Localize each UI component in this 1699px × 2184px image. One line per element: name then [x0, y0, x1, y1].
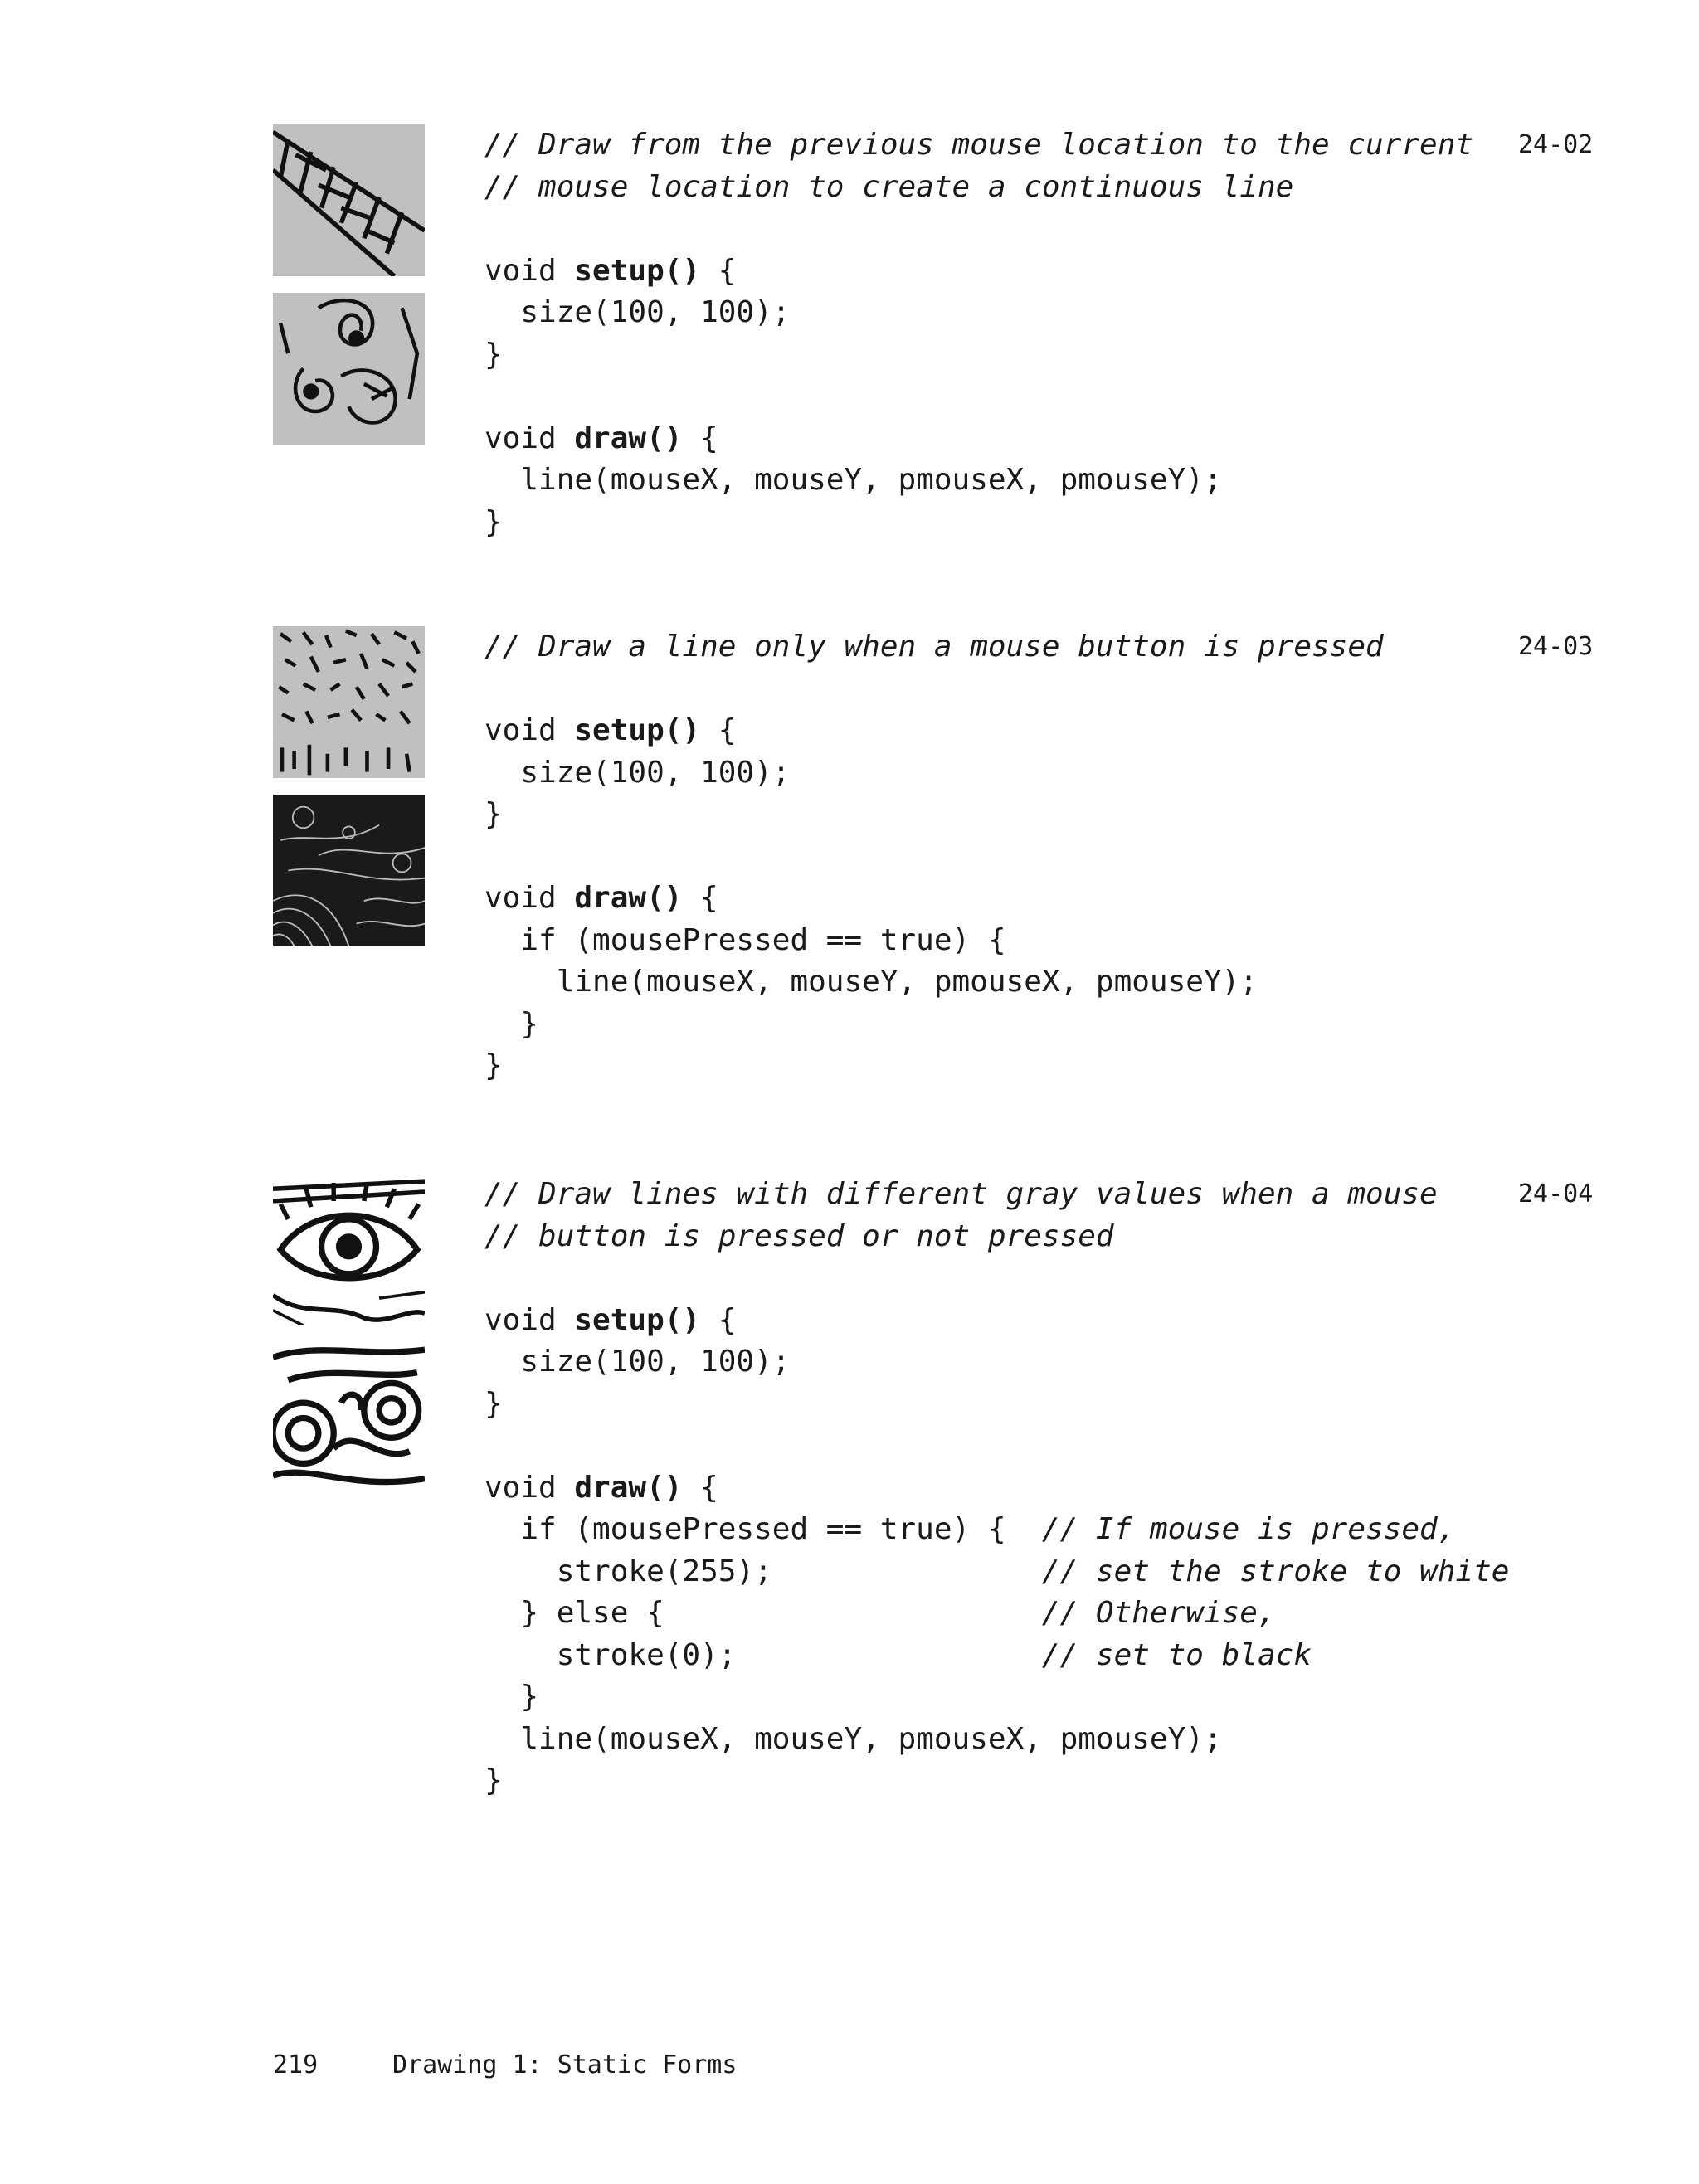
code-text: } else { — [484, 1596, 1042, 1630]
code-line — [484, 1719, 1509, 1761]
code-line — [484, 1004, 1384, 1046]
code-line — [484, 1676, 1509, 1719]
code-comment: // mouse location to create a continuous line — [484, 169, 1294, 204]
code-line — [484, 626, 1384, 669]
code-comment: // Otherwise, — [1041, 1596, 1276, 1630]
code-listing — [484, 1174, 1509, 1802]
page-number: 219 — [273, 2050, 319, 2079]
function-name: draw() — [574, 1470, 683, 1505]
example-number: 24-04 — [1518, 1180, 1594, 1209]
example-number: 24-03 — [1518, 632, 1594, 661]
page-footer — [273, 2049, 737, 2082]
pixel-scribble-sketch-icon — [273, 293, 425, 445]
code-text: line(mouseX, mouseY, pmouseX, pmouseY); — [484, 965, 1258, 999]
code-keyword: void — [484, 253, 575, 288]
code-text: { — [700, 253, 737, 288]
code-text: { — [700, 1302, 737, 1337]
code-line — [484, 1257, 1509, 1300]
code-keyword: void — [484, 1470, 575, 1505]
function-name: draw() — [574, 881, 683, 915]
function-name: setup() — [574, 253, 701, 288]
code-line — [484, 334, 1473, 377]
code-line — [484, 167, 1473, 209]
code-text: } — [484, 1763, 503, 1797]
code-line — [484, 418, 1473, 460]
code-comment: // If mouse is pressed, — [1041, 1512, 1456, 1546]
code-listing — [484, 626, 1384, 1087]
example-thumbnails — [273, 124, 425, 461]
code-line — [484, 1425, 1509, 1467]
code-comment: // set to black — [1041, 1637, 1312, 1672]
code-text: } — [484, 1048, 503, 1082]
code-line — [484, 376, 1473, 418]
code-comment: // button is pressed or not pressed — [484, 1218, 1114, 1253]
code-text: size(100, 100); — [484, 295, 791, 329]
code-text: stroke(255); — [484, 1554, 1042, 1588]
code-comment: // set the stroke to white — [1041, 1554, 1510, 1588]
function-name: setup() — [574, 713, 701, 747]
code-text: } — [484, 1006, 539, 1041]
code-line — [484, 1174, 1509, 1216]
code-line — [484, 1593, 1509, 1635]
code-text: stroke(0); — [484, 1637, 1042, 1672]
code-listing — [484, 124, 1473, 543]
code-text: if (mousePressed == true) { — [484, 1512, 1042, 1546]
code-text: size(100, 100); — [484, 755, 791, 790]
code-line — [484, 1300, 1509, 1342]
code-text: } — [484, 337, 503, 372]
pixel-ladder-sketch-icon — [273, 124, 425, 276]
code-text: { — [700, 713, 737, 747]
code-line — [484, 251, 1473, 293]
code-line — [484, 878, 1384, 920]
code-line — [484, 1341, 1509, 1384]
code-text: { — [682, 421, 718, 455]
code-line — [484, 1760, 1509, 1802]
code-line — [484, 1551, 1509, 1593]
code-line — [484, 292, 1473, 334]
swirl-drawing-icon — [273, 1342, 425, 1494]
section-title: Drawing 1: Static Forms — [392, 2050, 738, 2079]
code-text: } — [484, 1386, 503, 1421]
code-keyword: void — [484, 1302, 575, 1337]
code-keyword: void — [484, 713, 575, 747]
code-line — [484, 794, 1384, 836]
code-keyword: void — [484, 881, 575, 915]
code-line — [484, 752, 1384, 795]
code-comment: // Draw lines with different gray values when a mouse — [484, 1177, 1438, 1211]
code-line — [484, 1045, 1384, 1087]
code-line — [484, 502, 1473, 544]
code-line — [484, 710, 1384, 752]
code-line — [484, 1467, 1509, 1510]
code-line — [484, 961, 1384, 1004]
code-text: line(mouseX, mouseY, pmouseX, pmouseY); — [484, 463, 1222, 497]
code-line — [484, 920, 1384, 962]
code-text: } — [484, 504, 503, 539]
code-text: line(mouseX, mouseY, pmouseX, pmouseY); — [484, 1721, 1222, 1756]
code-line — [484, 1216, 1509, 1258]
code-line — [484, 1509, 1509, 1551]
eye-drawing-icon — [273, 1174, 425, 1325]
example-number: 24-02 — [1518, 130, 1594, 159]
dashes-field-icon — [273, 626, 425, 778]
code-line — [484, 208, 1473, 251]
code-text: { — [682, 881, 718, 915]
code-text: size(100, 100); — [484, 1345, 791, 1379]
code-line — [484, 1384, 1509, 1426]
code-text: } — [484, 1680, 539, 1714]
example-thumbnails — [273, 626, 425, 963]
code-line — [484, 669, 1384, 711]
code-line — [484, 124, 1473, 167]
code-comment: // Draw a line only when a mouse button is pressed — [484, 630, 1384, 664]
code-text: } — [484, 797, 503, 831]
code-line — [484, 1635, 1509, 1677]
dark-swirl-texture-icon — [273, 795, 425, 946]
function-name: draw() — [574, 421, 683, 455]
code-text: { — [682, 1470, 718, 1505]
code-text: if (mousePressed == true) { — [484, 922, 1006, 957]
code-line — [484, 836, 1384, 878]
example-thumbnails — [273, 1174, 425, 1510]
function-name: setup() — [574, 1302, 701, 1337]
code-keyword: void — [484, 421, 575, 455]
code-line — [484, 460, 1473, 502]
code-comment: // Draw from the previous mouse location to the current — [484, 128, 1474, 162]
